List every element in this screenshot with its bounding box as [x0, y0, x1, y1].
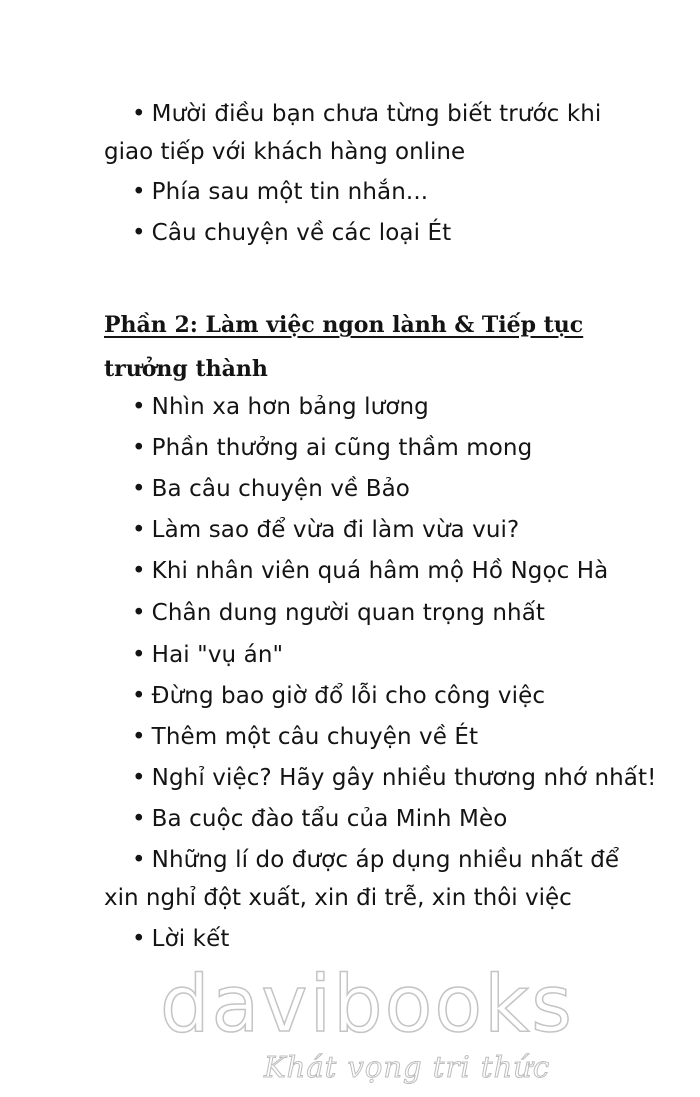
list-item — [132, 552, 608, 590]
bullet: • — [132, 476, 146, 502]
bullet: • — [132, 558, 146, 584]
list-item — [132, 214, 451, 252]
list-item-text: Những lí do được áp dụng nhiều nhất để — [151, 847, 620, 873]
list-item — [132, 636, 283, 674]
list-item — [132, 388, 429, 426]
list-item-text: Ba câu chuyện về Bảo — [151, 476, 410, 502]
list-item — [132, 511, 519, 549]
section-heading — [104, 303, 604, 391]
bullet: • — [132, 847, 146, 873]
list-item-text: Lời kết — [151, 926, 230, 952]
list-item-text: Đừng bao giờ đổ lỗi cho công việc — [151, 683, 546, 709]
bullet: • — [132, 394, 146, 420]
list-item — [132, 920, 229, 958]
section-heading-line: Phần 2: Làm việc ngon lành & Tiếp tục — [104, 312, 584, 338]
list-item-text: Khi nhân viên quá hâm mộ Hồ Ngọc Hà — [151, 558, 609, 584]
list-item — [132, 718, 478, 756]
list-item — [132, 429, 532, 467]
list-item-text: Chân dung người quan trọng nhất — [151, 600, 546, 626]
list-item-text: Làm sao để vừa đi làm vừa vui? — [151, 517, 520, 543]
list-item-continuation: xin nghỉ đột xuất, xin đi trễ, xin thôi việc — [104, 885, 572, 911]
bullet: • — [132, 724, 146, 750]
list-item-text: Nghỉ việc? Hãy gây nhiều thương nhớ nhất! — [151, 765, 657, 791]
watermark-logo: davibooks — [160, 960, 574, 1050]
bullet: • — [132, 765, 146, 791]
list-item-text: Phía sau một tin nhắn... — [151, 179, 429, 205]
section-heading-line: trưởng thành — [104, 356, 268, 382]
bullet: • — [132, 101, 146, 127]
list-item — [132, 759, 656, 797]
list-item — [132, 841, 619, 879]
list-item-text: Mười điều bạn chưa từng biết trước khi — [151, 101, 602, 127]
bullet: • — [132, 926, 146, 952]
bullet: • — [132, 806, 146, 832]
bullet: • — [132, 435, 146, 461]
list-item-text: Ba cuộc đào tẩu của Minh Mèo — [151, 806, 508, 832]
bullet: • — [132, 179, 146, 205]
list-item — [132, 95, 601, 133]
list-item — [132, 173, 428, 211]
list-item-continuation: giao tiếp với khách hàng online — [104, 139, 466, 165]
bullet: • — [132, 600, 146, 626]
list-item-text: Nhìn xa hơn bảng lương — [151, 394, 429, 420]
list-item — [132, 800, 507, 838]
list-item-text: Phần thưởng ai cũng thầm mong — [151, 435, 533, 461]
bullet: • — [132, 642, 146, 668]
watermark-tagline: Khát vọng tri thức — [264, 1050, 551, 1084]
list-item-text: Hai "vụ án" — [151, 642, 284, 668]
list-item-text: Câu chuyện về các loại Ét — [151, 220, 452, 246]
list-item — [132, 470, 410, 508]
bullet: • — [132, 220, 146, 246]
bullet: • — [132, 517, 146, 543]
list-item-text: Thêm một câu chuyện về Ét — [151, 724, 479, 750]
list-item — [132, 594, 545, 632]
list-item — [132, 677, 545, 715]
bullet: • — [132, 683, 146, 709]
